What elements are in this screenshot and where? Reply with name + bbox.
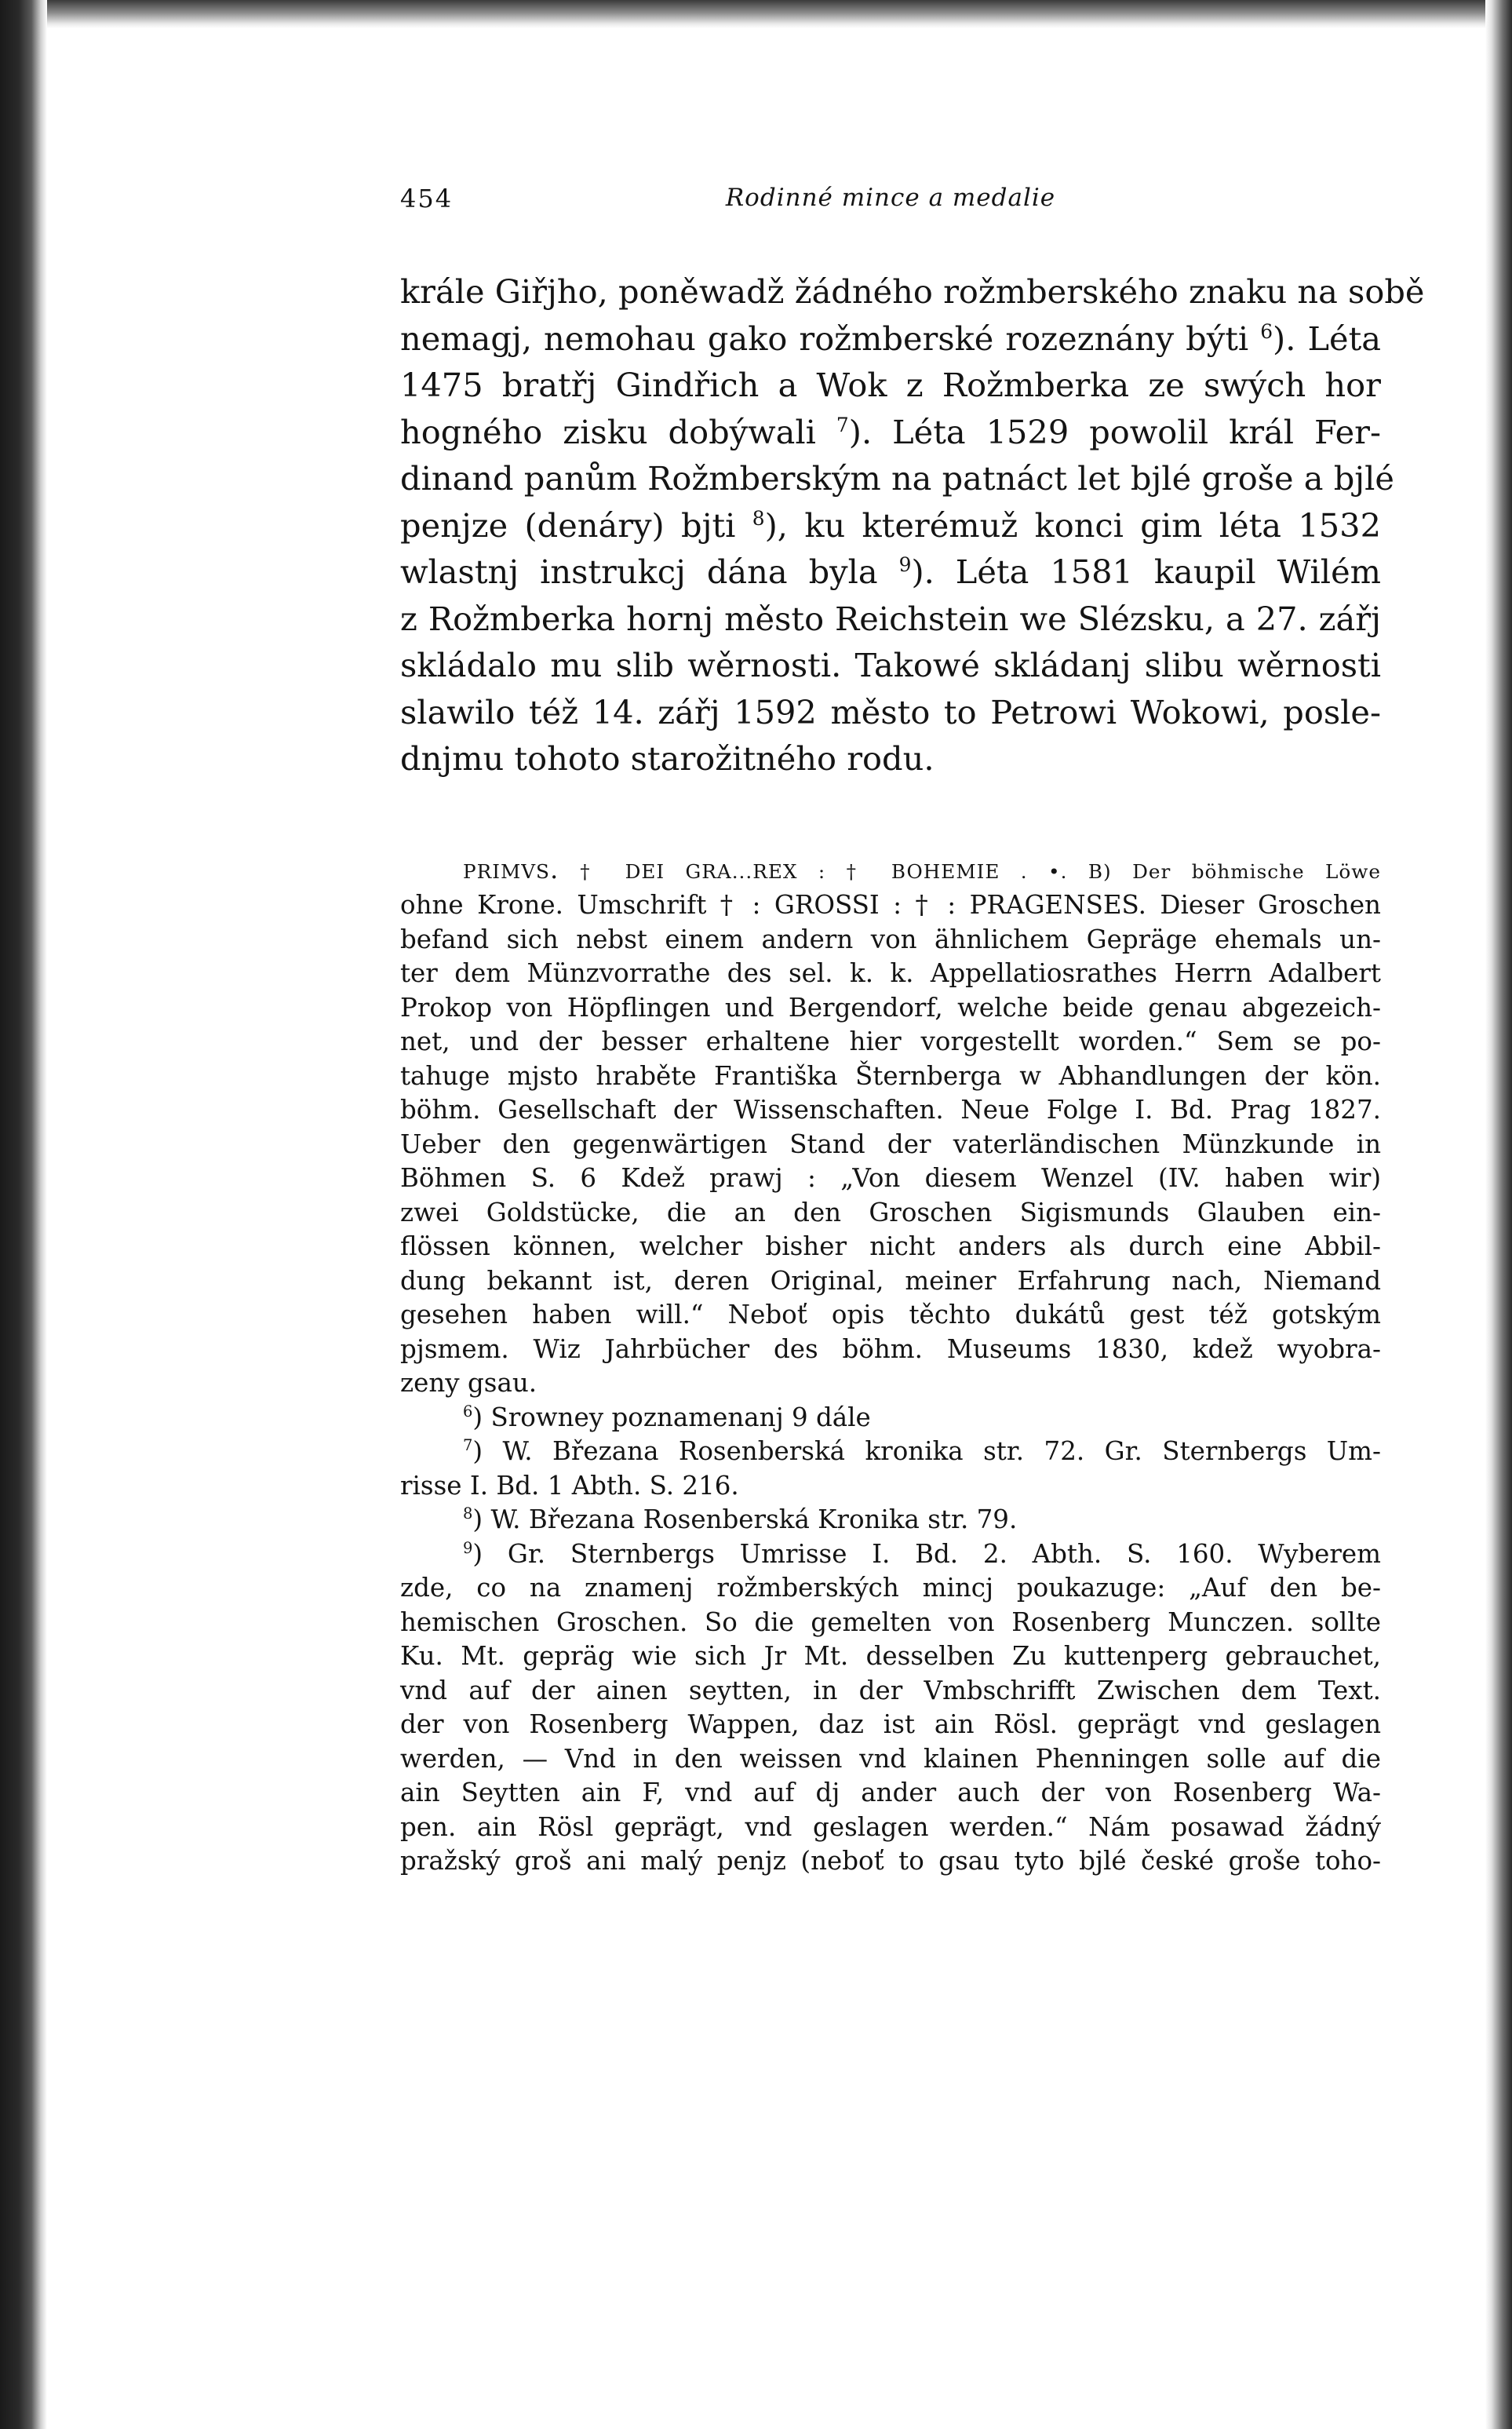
text-line: slawilo též 14. zářj 1592 město to Petrowi Wokowi, posle- [400, 692, 1381, 731]
main-text [400, 268, 1425, 782]
note-line: werden, — Vnd in den weissen vnd klainen Phenningen solle auf die [400, 1743, 1381, 1774]
book-page [400, 179, 1425, 1879]
text-line: nemagj, nemohau gako rožmberské rozeznány býti $^6$). Léta [400, 319, 1381, 358]
note-line: pen. ain Rösl geprägt, vnd geslagen werden.“ Nám posawad žádný [400, 1811, 1381, 1842]
note-line: dung bekannt ist, deren Original, meiner Erfahrung nach, Niemand [400, 1265, 1381, 1296]
note-line: $^6$) Srowney poznamenanj 9 dále [463, 1402, 871, 1432]
text-line: skládalo mu slib wěrnosti. Takowé skládanj slibu wěrnosti [400, 646, 1381, 684]
note-line: flössen können, welcher bisher nicht anders als durch eine Abbil- [400, 1231, 1381, 1261]
note-line: pražský groš ani malý penjz (neboť to gsau tyto bjlé české groše toho- [400, 1846, 1381, 1876]
note-continuation [400, 853, 1381, 1401]
note-line: $^8$) W. Březana Rosenberská Kronika str. 79. [463, 1504, 1018, 1534]
scan-left-edge [0, 0, 47, 2429]
footnote-ref: 7 [836, 413, 849, 436]
note-line: Ueber den gegenwärtigen Stand der vaterländischen Münzkunde in [400, 1129, 1381, 1159]
note-line: hemischen Groschen. So die gemelten von Rosenberg Munczen. sollte [400, 1607, 1381, 1637]
footnote-ref: 6 [1260, 319, 1273, 343]
legend-text: † DEI GRA...REX : † BOHEMIE . •. B) Der böhmische Löwe [580, 859, 1382, 883]
note-line: PRIMVS. † DEI GRA...REX : † BOHEMIE . •. B) Der böhmische Löwe [463, 854, 1382, 884]
note-line: befand sich nebst einem andern von ähnlichem Gepräge ehemals un- [400, 924, 1381, 954]
footnote-number: 9 [463, 1538, 473, 1557]
running-title: Rodinné mince a medalie [725, 184, 1056, 212]
footnote-ref: 9 [898, 553, 912, 577]
footnote-7 [400, 1435, 1381, 1503]
footnote-number: 8 [463, 1504, 473, 1523]
page-number: 454 [400, 184, 454, 213]
note-line: $^9$) Gr. Sternbergs Umrisse I. Bd. 2. Abth. S. 160. Wyberem [463, 1538, 1381, 1569]
footnote-8 [400, 1503, 1381, 1537]
text-line: hogného zisku dobýwali $^7$). Léta 1529 powolil král Fer- [400, 412, 1381, 451]
text-line: z Rožmberka hornj město Reichstein we Slézsku, a 27. zářj [400, 599, 1381, 638]
footnote-ref: 8 [752, 506, 765, 530]
text-line: wlastnj instrukcj dána byla $^9$). Léta 1581 kaupil Wilém [400, 553, 1381, 591]
note-line: böhm. Gesellschaft der Wissenschaften. Neue Folge I. Bd. Prag 1827. [400, 1095, 1381, 1125]
scan-top-edge [47, 0, 1512, 28]
note-line: zde, co na znamenj rožmberských mincj poukazuge: „Auf den be- [400, 1573, 1381, 1603]
note-line: Böhmen S. 6 Kdež prawj : „Von diesem Wenzel (IV. haben wir) [400, 1163, 1381, 1193]
scan-right-edge [1485, 0, 1512, 2429]
footnote-9 [400, 1537, 1381, 1879]
text-line: dinand panům Rožmberským na patnáct let bjlé groše a bjlé [400, 459, 1394, 498]
footnotes [400, 853, 1381, 1879]
footnote-6 [400, 1401, 1381, 1435]
note-line: Prokop von Höpflingen und Bergendorf, welche beide genau abgezeich- [400, 992, 1381, 1023]
note-line: ain Seytten ain F, vnd auf dj ander auch der von Rosenberg Wa- [400, 1778, 1381, 1807]
note-line: $^7$) W. Březana Rosenberská kronika str. 72. Gr. Sternbergs Um- [463, 1436, 1381, 1466]
running-head [400, 179, 1381, 226]
text-line: penjze (denáry) bjti $^8$), ku kterémuž konci gim léta 1532 [400, 505, 1381, 545]
text-line: krále Giřjho, poněwadž žádného rožmberského znaku na sobě [400, 272, 1425, 311]
text-line: dnjmu tohoto starožitného rodu. [400, 739, 935, 778]
note-line: der von Rosenberg Wappen, daz ist ain Rösl. geprägt vnd geslagen [400, 1709, 1381, 1739]
note-line: Ku. Mt. gepräg wie sich Jr Mt. desselben Zu kuttenperg gebrauchet, [400, 1641, 1381, 1671]
footnote-number: 7 [463, 1436, 473, 1455]
note-line: pjsmem. Wiz Jahrbücher des böhm. Museums 1830, kdež wyobra- [400, 1333, 1381, 1364]
note-line: zeny gsau. [400, 1368, 537, 1398]
legend-primvs: PRIMVS [463, 859, 550, 883]
note-line: vnd auf der ainen seytten, in der Vmbschrifft Zwischen dem Text. [400, 1675, 1381, 1705]
note-line: net, und der besser erhaltene hier vorgestellt worden.“ Sem se po- [400, 1027, 1381, 1056]
text-line: 1475 bratřj Gindřich a Wok z Rožmberka ze swých hor [400, 366, 1381, 404]
note-line: zwei Goldstücke, die an den Groschen Sigismunds Glauben ein- [400, 1197, 1381, 1227]
footnote-number: 6 [463, 1402, 473, 1421]
note-line: ohne Krone. Umschrift † : GROSSI : † : PRAGENSES. Dieser Groschen [400, 890, 1381, 920]
note-line: tahuge mjsto hraběte Františka Šternberga w Abhandlungen der kön. [400, 1060, 1381, 1091]
note-line: ter dem Münzvorrathe des sel. k. k. Appellatiosrathes Herrn Adalbert [400, 958, 1381, 988]
note-line: gesehen haben will.“ Neboť opis těchto dukátů gest též gotským [400, 1300, 1381, 1329]
note-line: risse I. Bd. 1 Abth. S. 216. [400, 1470, 739, 1501]
